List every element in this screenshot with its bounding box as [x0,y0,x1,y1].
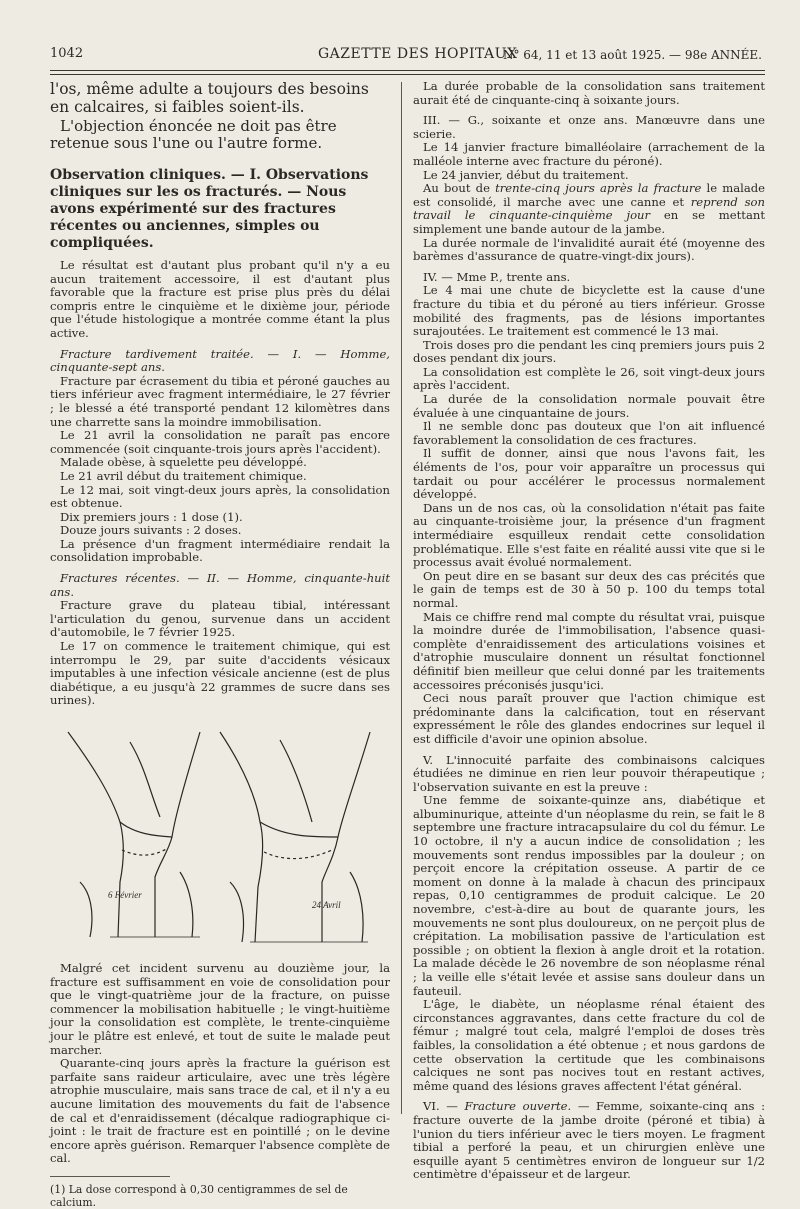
page-number: 1042 [50,46,84,61]
paragraph: Le 4 mai une chute de bicyclette est la cause d'une fracture du tibia et du péroné au tiers inférieur. Grosse mobilité des fragments, pas de lésions importantes surajoutées. Le traitement est commencé le 13 mai. [413,283,765,339]
case-title: Fracture tardivement traitée. — I. — Homme, cinquante-sept ans. [50,346,390,375]
paragraph: Malgré cet incident survenu au douzième jour, la fracture est suffisamment en voie de consolidation pour que le vingt-quatrième jour de la fracture, on puisse commencer la mobilisation habituelle ; le vingt-huitième jour la consolidation est complète, le trente-cinquième jour le plâtre est enlevé, et tout de suite le malade peut marcher. [50,961,390,1057]
left-column [50,80,390,1209]
paragraph: Dans un de nos cas, où la consolidation n'était pas faite au cinquante-troisième jour, la présence d'un fragment intermédiaire esquilleux rendait cette consolidation problématique. Elle s'est faite en réalité aussi vite que si le processus avait évolué normalement. [413,500,765,570]
paragraph: Le résultat est d'autant plus probant qu'il n'y a eu aucun traitement accessoire, il est d'autant plus favorable que la fracture est prise plus près du délai compris entre le cinquième et le dixième jour, période que l'étude histologique a montrée comme étant la plus active. [50,258,390,340]
paragraph: Fracture par écrasement du tibia et péroné gauches au tiers inférieur avec fragment intermédiaire, le 27 février ; le blessé a été transporté pendant 12 kilomètres dans une charrette sans la moindre immobilisation. [50,373,390,429]
text-run: Au bout de [423,181,496,196]
paragraph: Le 24 janvier, début du traitement. [423,167,629,182]
paragraph: Mais ce chiffre rend mal compte du résultat vrai, puisque la moindre durée de l'immobilisation, l'absence quasi-complète d'enraidissement des articulations voisines et d'atrophie musculaire donnent un résultat fonctionnel définitif bien meilleur que celui donné par les traitements accessoires préconisés jusqu'ici. [413,609,765,692]
paragraph: Le 21 avril la consolidation ne paraît pas encore commencée (soit cinquante-trois jours après l'accident). [50,428,390,456]
paragraph: Le 14 janvier fracture bimalléolaire (arrachement de la malléole interne avec fracture du péroné). [413,140,765,168]
paragraph: L'âge, le diabète, un néoplasme rénal étaient des circonstances aggravantes, dans cette fracture du col de fémur ; malgré tout cela, malgré l'emploi de doses très faibles, la consolidation a été obtenue ; et nous gardons de cette observation la certitude que les combinaisons calciques ne sont pas nocives tout en restant actives, même quand des lésions graves affectent l'état général. [413,997,765,1093]
emphasis: trente-cinq jours après la fracture [495,181,702,196]
text-run: le malade est consolidé, il marche avec une canne et [413,181,766,209]
paragraph: Le 12 mai, soit vingt-deux jours après, la consolidation est obtenue. [50,482,390,511]
right-column [413,80,765,1182]
case-title: Fractures récentes. — II. — Homme, cinquante-huit ans. [50,571,390,599]
text-run: en se mettant simplement une bande autour de la jambe. [413,208,765,236]
knee-bone-drawing [50,722,385,962]
paragraph: Le 17 on commence le traitement chimique, qui est interrompu le 29, par suite d'accidents vésicaux imputables à une infection vésicale ancienne (est de plus diabétique, a eu jusqu'à 22 grammes de sucre dans ses urines). [50,639,390,708]
lead-paragraph: l'os, même adulte a toujours des besoins en calcaires, si faibles soient-ils. [50,80,369,116]
radiograph-tracing-figure [50,722,385,962]
figure-label-date: 24 Avril [312,900,341,910]
footnote-rule [50,1176,170,1177]
text-run: — Femme, soixante-cinq ans : fracture ouverte de la jambe droite (péroné et tibia) à l'union du tiers inférieur avec le tiers moyen. Le fragment tibial a perforé la peau, et un chirurgien enlève une esquille ayant 5 centimètres environ de longueur sur 1/2 centimètre d'épaisseur et de largeur. [413,1099,765,1182]
paragraph: Dix premiers jours : 1 dose (1). [60,509,243,524]
emphasis: reprend son travail le cinquante-cinquième jour [413,194,765,223]
paragraph: Trois doses pro die pendant les cinq premiers jours puis 2 doses pendant dix jours. [413,337,766,366]
paragraph: La présence d'un fragment intermédiaire rendait la consolidation improbable. [50,536,390,565]
paragraph [413,182,765,236]
paragraph: Malade obèse, à squelette peu développé. [60,455,307,470]
figure-label-date: 6 Février [108,890,142,900]
paragraph: Une femme de soixante-quinze ans, diabétique et albuminurique, atteinte d'un néoplasme du rein, se fait le 8 septembre une fracture intracapsulaire du col du fémur. Le 10 octobre, il n'y a aucun indice de consolidation ; les mouvements sont rendus impossibles par la douleur ; on perçoit encore la crépitation osseuse. A partir de ce moment on donne à la malade à chacun des principaux repas, 0,10 centigrammes de produit calcique. Le 20 novembre, c'est-à-dire au bout de quarante jours, les mouvements ne sont plus douloureux, on ne perçoit plus de crépitation. La mobilisation passive de l'articulation est possible ; on obtient la flexion à angle droit et la rotation. La malade décède le 26 novembre de son néoplasme rénal ; la veille elle s'était levée et assise sans douleur dans un fauteuil. [413,793,765,998]
paragraph: Il ne semble donc pas douteux que l'on ait influencé favorablement la consolidation de ces fractures. [413,419,765,447]
page-header [50,40,762,70]
paragraph: Quarante-cinq jours après la fracture la guérison est parfaite sans raideur articulaire, avec une très légère atrophie musculaire, mais sans trace de cal, et il n'y a eu aucune limitation des mouvements du fait de l'absence de cal et d'enraidissement (décalque radiographique ci-joint : le trait de fracture est en pointillé ; on le devine encore après guérison. Remarquer l'absence complète de cal. [50,1056,390,1166]
paragraph: Le 21 avril début du traitement chimique. [60,468,307,483]
case-title: IV. — Mme P., trente ans. [423,269,571,284]
journal-title: GAZETTE DES HOPITAUX [318,46,518,62]
paragraph: Fracture grave du plateau tibial, intéressant l'articulation du genou, survenue dans un accident d'automobile, le 7 février 1925. [50,598,390,640]
section-heading: Observation cliniques. — I. Observations cliniques sur les os fracturés. — Nous avons expérimenté sur des fractures récentes ou anciennes, simples ou compliquées. [50,167,369,251]
paragraph: Douze jours suivants : 2 doses. [60,523,242,538]
lead-paragraph-2: L'objection énoncée ne doit pas être retenue sous l'une ou l'autre forme. [50,117,337,152]
paragraph: On peut dire en se basant sur deux des cas précités que le gain de temps est de 30 à 50 p. 100 du temps total normal. [413,568,765,610]
case-title: III. — G., soixante et onze ans. Manœuvre dans une scierie. [413,113,765,141]
paragraph: Il suffit de donner, ainsi que nous l'avons fait, les éléments de l'os, pour voir apparaître un processus qui tardait ou pour accélérer le processus normalement développé. [413,446,765,502]
issue-info: N° 64, 11 et 13 août 1925. — 98e ANNÉE. [502,48,762,62]
paragraph: Ceci nous paraît prouver que l'action chimique est prédominante dans la calcification, tout en réservant expressément le rôle des glandes endocrines sur lequel il est difficile d'avoir une opinion absolue. [413,691,765,746]
paragraph: La durée de la consolidation normale pouvait être évaluée à une cinquantaine de jours. [413,392,765,420]
paragraph: La durée normale de l'invalidité aurait été (moyenne des barèmes d'assurance de quatre-vingt-dix jours). [413,235,765,264]
text-run: VI. — [423,1099,465,1114]
emphasis: Fracture ouverte. [464,1099,572,1114]
section-paragraph: V. L'innocuité parfaite des combinaisons calciques étudiées ne diminue en rien leur pouvoir thérapeutique ; l'observation suivante en est la preuve : [413,752,765,794]
header-rule [50,70,765,75]
footnote: (1) La dose correspond à 0,30 centigrammes de sel de calcium. [50,1182,348,1209]
column-divider [401,82,402,1114]
paragraph: La durée probable de la consolidation sans traitement aurait été de cinquante-cinq à soixante jours. [413,79,765,107]
paragraph: La consolidation est complète le 26, soit vingt-deux jours après l'accident. [413,364,765,393]
case-title [413,1100,765,1182]
